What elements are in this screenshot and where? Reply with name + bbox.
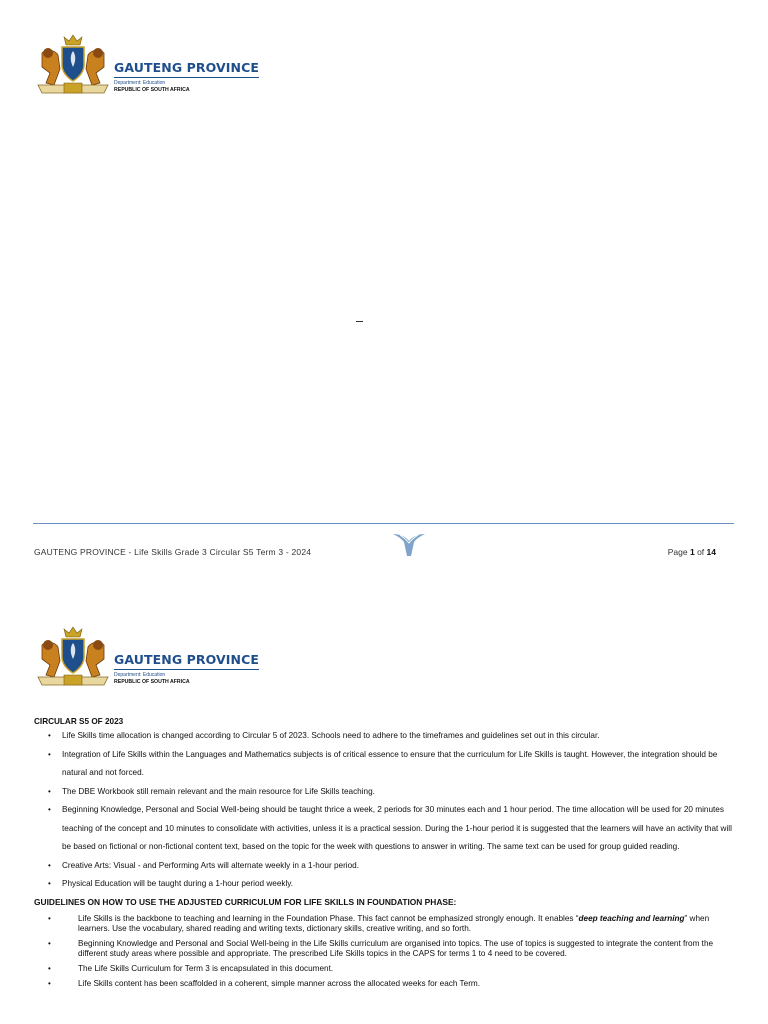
- list-item: • Life Skills content has been scaffolded in a coherent, simple manner across the allocated weeks for each Term.: [34, 979, 734, 989]
- list-item: • Beginning Knowledge and Personal and Social Well-being in the Life Skills curriculum are organised into topics. The use of topics is suggested to integrate the content from the different study areas where possible and appropriate. The prescribed Life Skills topics in the CAPS for terms 1 to 4 need to be covered.: [34, 939, 734, 959]
- circular-content: [34, 717, 734, 989]
- page-total: 14: [706, 547, 716, 557]
- logo-title: GAUTENG PROVINCE: [114, 652, 259, 670]
- list-item: • The DBE Workbook still remain relevant and the main resource for Life Skills teaching.: [34, 783, 734, 802]
- emphasis-text: deep teaching and learning: [578, 913, 685, 923]
- guidelines-bullet-list: [34, 914, 734, 989]
- bullet-text: Life Skills is the backbone to teaching and learning in the Foundation Phase. This fact cannot be emphasized strongly enough. It enables “: [78, 913, 579, 923]
- list-item: [34, 914, 734, 934]
- circular-heading: CIRCULAR S5 OF 2023: [34, 717, 124, 726]
- list-item: • Creative Arts: Visual - and Performing Arts will alternate weekly in a 1-hour period.: [34, 857, 734, 876]
- page-label: Page: [667, 547, 688, 557]
- page-current: 1: [689, 547, 695, 557]
- bullet-text: ” when learners. Use the vocabulary, shared reading and writing texts, dictionary skills, creative writing, and so forth.: [78, 913, 710, 933]
- coat-of-arms-icon: [34, 625, 112, 691]
- list-item: • Integration of Life Skills within the Languages and Mathematics subjects is of critical essence to ensure that the curriculum for Life Skills is taught. However, the integration should be natural and not forced.: [34, 746, 734, 783]
- logo-country: REPUBLIC OF SOUTH AFRICA: [114, 87, 190, 93]
- footer-rule: [33, 523, 734, 524]
- logo-country: REPUBLIC OF SOUTH AFRICA: [114, 679, 190, 685]
- page-of: of: [697, 547, 705, 557]
- list-item: • Beginning Knowledge, Personal and Social Well-being should be taught thrice a week, 2 periods for 30 minutes each and 1 hour period. The time allocation will be used for 20 minutes teaching of the concept and 10 minutes to consolidate with activities, unless it is a practical session. During the 1-hour period it is suggested that the learners will have an activity that will be based on fictional or non-fictional content text, based on the topic for the week with questions to answer in writing. The same text can be used for group guided reading.: [34, 801, 734, 857]
- footer-page-number: [668, 547, 716, 557]
- coat-of-arms-icon: [34, 33, 112, 99]
- footer-document-title: GAUTENG PROVINCE - Life Skills Grade 3 Circular S5 Term 3 - 2024: [34, 547, 312, 557]
- list-item: • Life Skills time allocation is changed according to Circular 5 of 2023. Schools need to adhere to the timeframes and guidelines set out in this circular.: [34, 727, 734, 746]
- logo-title: GAUTENG PROVINCE: [114, 60, 259, 78]
- page1-dash: [356, 321, 363, 322]
- gauteng-logo: [34, 33, 259, 99]
- list-item: • Physical Education will be taught during a 1-hour period weekly.: [34, 875, 734, 894]
- circular-bullet-list: [34, 727, 734, 894]
- footer-ornament-icon: [392, 532, 426, 561]
- list-item: • The Life Skills Curriculum for Term 3 is encapsulated in this document.: [34, 964, 734, 974]
- logo-department: Department: Education: [114, 672, 166, 678]
- gauteng-logo-page2: [34, 625, 259, 691]
- logo-department: Department: Education: [114, 80, 166, 86]
- guidelines-heading: GUIDELINES ON HOW TO USE THE ADJUSTED CURRICULUM FOR LIFE SKILLS IN FOUNDATION PHASE:: [34, 896, 457, 907]
